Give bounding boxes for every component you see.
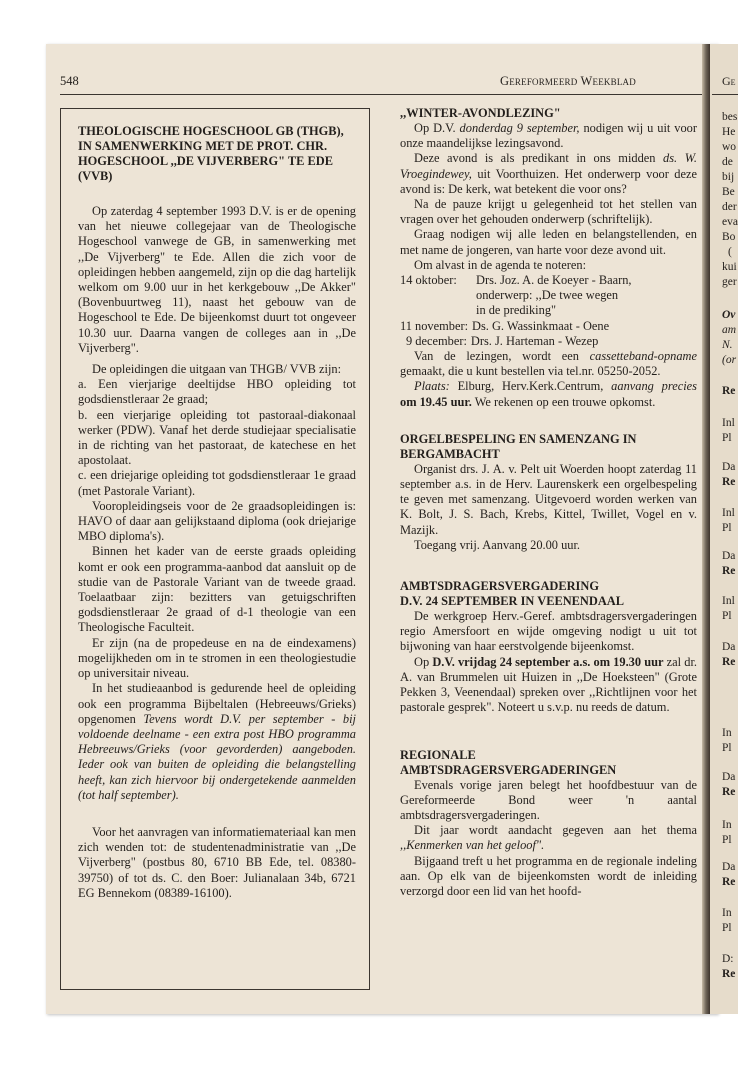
paragraph (400, 151, 697, 197)
agenda-date (400, 288, 476, 303)
agenda-row (400, 334, 697, 349)
next-page-fragment: wo (722, 141, 737, 153)
paragraph: Na de pauze krijgt u gelegenheid tot het stellen van vragen over het gehouden onderwerp (schriftelijk). (400, 197, 697, 227)
next-page-fragment: der (722, 201, 737, 213)
agenda-text: Ds. G. Wassinkmaat - Oene (472, 318, 610, 333)
running-title: Gereformeerd Weekblad (500, 74, 636, 88)
next-page-fragment: eva (722, 216, 738, 228)
next-page-fragment: ger (722, 276, 737, 288)
agenda-row (400, 273, 697, 288)
next-page-fragment: Pl (722, 522, 732, 534)
next-page-fragment: Da (722, 461, 736, 473)
text: We rekenen op een trouwe opkomst. (474, 394, 656, 409)
article-winter-avondlezing (400, 106, 697, 410)
next-page-title: Ge (722, 74, 736, 88)
next-page-fragment: Pl (722, 834, 732, 846)
list-item: a. Een vierjarige deeltijdse HBO opleiding tot godsdienstleraar 2e graad; (78, 377, 356, 407)
paragraph: Op zaterdag 4 september 1993 D.V. is er de opening van het nieuwe collegejaar van de Theologische Hogeschool vanwege de GB, in samenwerking met ,,De Vijverberg" te Ede. Allen die zich voor de opleidingen hebben aangemeld, zijn op die dag hartelijk welkom om 9.00 uur in het kerkgebouw ,,De Akker" (Bovenbuurtweg 11), naast het gebouw van de Hogeschool te Ede. De bijeenkomst duurt tot ongeveer 10.30 uur. Daarna vangen de colleges aan in ,,De Vijverberg". (78, 204, 357, 355)
text: uit Voorthuizen. Het onderwerp voor deze avond is: De kerk, wat betekent die voor ons? (400, 166, 697, 196)
paragraph: Vooropleidingseis voor de 2e graadsopleidingen is: HAVO of daar aan gelijkstaand diploma (ook driejarige MBO diploma's). (78, 498, 356, 544)
paragraph: Bijgaand treft u het programma en de regionale indeling aan. Op elk van de bijeenkomsten wordt de inleiding verzorgd door een lid van het hoofd- (400, 853, 697, 898)
next-page-fragment: In (722, 907, 732, 919)
article-title-line: D.V. 24 SEPTEMBER IN VEENENDAAL (400, 594, 624, 609)
next-page-fragment: D: (722, 953, 734, 965)
paragraph: Binnen het kader van de eerste graads opleiding komt er ook een programma-aanbod dat aansluit op de studie van de Pastorale Variant van de tweede graad. Toelaatbaar zijn: bezitters van getuigschriften godsdienstleraar 2e graad of d-1 theologie van een Theologische Faculteit. (78, 544, 356, 635)
right-column (400, 106, 697, 899)
paragraph (400, 823, 697, 853)
paragraph: Toegang vrij. Aanvang 20.00 uur. (414, 537, 581, 552)
paragraph: De opleidingen die uitgaan van THGB/ VVB zijn: (92, 362, 342, 377)
article-orgelbespeling (400, 432, 697, 553)
article-title: THEOLOGISCHE HOGESCHOOL GB (THGB), IN SAMENWERKING MET DE PROT. CHR. HOGESCHOOL ,,DE VIJVERBERG" TE EDE (VVB) (78, 124, 344, 183)
paragraph (400, 655, 697, 716)
next-page-fragment: Re (722, 656, 736, 668)
agenda-text: in de prediking" (476, 303, 557, 318)
paragraph: De werkgroep Herv.-Geref. ambtsdragersvergaderingen regio Amersfoort en wijde omgeving nodigt u uit tot bijwoning van haar eerstvolgende bijeenkomst. (400, 609, 697, 654)
next-page-fragment: Da (722, 771, 736, 783)
text: Op D.V. (414, 121, 456, 135)
list-item: c. een driejarige opleiding tot godsdienstleraar 1e graad (met Pastorale Variant). (78, 468, 356, 498)
paragraph (400, 121, 697, 151)
page-number: 548 (60, 74, 79, 88)
agenda-date: 14 oktober: (400, 273, 457, 288)
next-page-fragment: Inl (722, 595, 735, 607)
text: Deze avond is als predikant in ons midden (414, 151, 656, 166)
next-page-fragment: Re (722, 786, 736, 798)
next-page-fragment: Re (722, 476, 736, 488)
next-page-header-rule (712, 94, 738, 95)
paragraph (78, 681, 356, 803)
paragraph (400, 349, 697, 379)
paragraph: Er zijn (na de propedeuse en na de eindexamens) mogelijkheden om in te stromen in een theologiestudie op universitair niveau. (78, 635, 356, 681)
paragraph-italic-text: Tevens wordt D.V. per september - bij voldoende deelname - een extra post HBO programma Hebreeuws/Grieks (voor gevorderden) aangeboden. Ieder ook van buiten de opleiding die belangstelling heeft, kan zich hiervoor bij ondergetekende aanmelden (tot half september). (78, 711, 356, 802)
next-page-fragment: Inl (722, 417, 735, 429)
agenda-date: 9 december: (406, 333, 467, 348)
next-page-fragment: Pl (722, 742, 732, 754)
agenda-text: onderwerp: ,,De twee wegen (476, 288, 619, 303)
article-ambtsdragersvergadering (400, 579, 697, 715)
article-title: ORGELBESPELING EN SAMENZANG IN BERGAMBACHT (400, 431, 637, 461)
next-page-fragment: (or (722, 354, 737, 366)
next-page-fragment: bes (722, 111, 738, 123)
text: Dit jaar wordt aandacht gegeven aan het thema (414, 823, 697, 838)
agenda-row (400, 303, 697, 318)
paragraph: Organist drs. J. A. v. Pelt uit Woerden hoopt zaterdag 11 september a.s. in de Herv. Laurenskerk een orgelbespeling te geven met samenzang. Uitgevoerd worden werken van K. Bolt, J. S. Bach, Krebs, Kittel, Twillet, Vogel en v. Mazijk. (400, 461, 697, 537)
next-page-fragment: Pl (722, 610, 732, 622)
next-page-fragment: Da (722, 641, 736, 653)
next-page-fragment: Re (722, 565, 736, 577)
next-page-fragment: de (722, 156, 733, 168)
next-page-fragment: ( (728, 246, 732, 258)
next-page-fragment: Pl (722, 922, 732, 934)
next-page-fragment: Re (722, 968, 736, 980)
text: Op (414, 654, 430, 669)
paragraph: Om alvast in de agenda te noteren: (414, 257, 587, 272)
agenda-date (400, 303, 476, 318)
italic-text: cassetteband-opname (589, 349, 697, 364)
italic-text: ds. W. Vroegindewey, (400, 151, 697, 181)
bold-text: om 19.45 uur. (400, 394, 472, 409)
next-page-fragment: In (722, 727, 732, 739)
article-title: ,,WINTER-AVONDLEZING" (400, 106, 561, 120)
header-rule (60, 94, 702, 95)
next-page-fragment: Bo (722, 231, 736, 243)
paragraph: Voor het aanvragen van informatiemateriaal kan men zich wenden tot: de studentenadministratie van ,,De Vijverberg" (postbus 80, 6710 BB Ede, tel. 08380-39750) of tot ds. C. den Boer: Julianalaan 34b, 6721 EG Bennekom (08389-16100). (78, 824, 356, 900)
italic-text: aanvang precies (611, 379, 697, 394)
italic-text: ,,Kenmerken van het geloof". (400, 838, 545, 853)
agenda-text: Drs. J. Harteman - Wezep (470, 333, 599, 348)
agenda-row (400, 319, 697, 334)
next-page-fragment: He (722, 126, 736, 138)
next-page-fragment: Ov (722, 309, 736, 321)
page-gutter (702, 44, 710, 1014)
list-item: b. een vierjarige opleiding tot pastoraal-diakonaal werker (PDW). Vanaf het derde studiejaar specialisatie in de richting van het pastoraat, de katechese en het apostolaat. (78, 407, 356, 468)
agenda-row (400, 288, 697, 303)
next-page-fragment: Da (722, 861, 736, 873)
next-page-fragment: Re (722, 876, 736, 888)
article-title-line: AMBTSDRAGERSVERGADERINGEN (400, 762, 617, 777)
next-page-fragment: Inl (722, 507, 735, 519)
text: gemaakt, die u kunt bestellen via tel.nr. 05250-2052. (400, 364, 661, 379)
text: Van de lezingen, wordt een (414, 349, 579, 364)
bold-text: D.V. vrijdag 24 september a.s. om 19.30 uur (432, 654, 664, 669)
agenda-list (400, 273, 697, 349)
text: nodigen wij u uit voor onze maandelijkse lezingsavond. (400, 121, 697, 151)
next-page-fragment: In (722, 819, 732, 831)
text: zal dr. A. van Brummelen uit Huizen in ,,De Hoeksteen" (Grote Pekken 3, Veenendaal) spreken over ,,Richtlijnen voor het pastorale gesprek". Noteert u s.v.p. nu reeds de datum. (400, 654, 697, 715)
next-page-fragment: N. (722, 339, 733, 351)
paragraph-text: In het studieaanbod is gedurende heel de opleiding ook een programma Bijbeltalen (Hebreeuws/Grieks) opgenomen (78, 681, 356, 726)
next-page-fragment: kui (722, 261, 737, 273)
next-page-fragment: Re (722, 385, 736, 397)
paragraph: Evenals vorige jaren belegt het hoofdbestuur van de Gereformeerde Bond weer 'n aantal ambtsdragersvergaderingen. (400, 777, 697, 822)
article-title-line: AMBTSDRAGERSVERGADERING (400, 579, 599, 594)
next-page-fragment: bij (722, 171, 735, 183)
article-thgb (78, 124, 356, 901)
article-regionale-vergaderingen (400, 748, 697, 900)
paragraph: Graag nodigen wij alle leden en belangstellenden, en met name de jongeren, van harte voor deze avond uit. (400, 227, 697, 257)
agenda-text: Drs. Joz. A. de Koeyer - Baarn, (476, 273, 632, 288)
italic-text: Plaats: (414, 379, 450, 394)
italic-text: donderdag 9 september, (459, 121, 580, 135)
next-page-fragment: Pl (722, 432, 732, 444)
text: Elburg, Herv.Kerk.Centrum, (457, 379, 604, 394)
next-page-fragment: Da (722, 550, 736, 562)
paragraph (400, 379, 697, 409)
agenda-date: 11 november: (400, 318, 469, 333)
next-page-fragment: am (722, 324, 737, 336)
article-title-line: REGIONALE (400, 747, 476, 762)
next-page-fragment: Be (722, 186, 735, 198)
